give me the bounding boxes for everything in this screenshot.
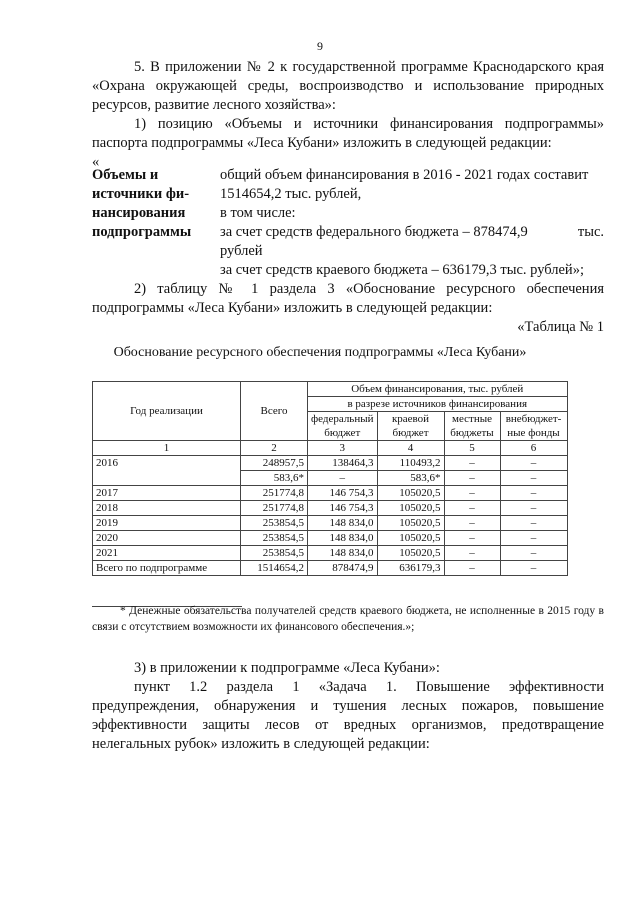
column-number: 5 xyxy=(444,441,500,456)
cell-total: 251774,8 xyxy=(241,486,308,501)
section-5-intro xyxy=(92,58,604,172)
cell-extra: – xyxy=(500,501,567,516)
cell-extra: – xyxy=(500,456,567,471)
item-3-block xyxy=(92,659,604,754)
passport-line: в том числе: xyxy=(220,205,296,221)
item-1: 1) позицию «Объемы и источники финансирования подпрограммы» паспорта подпрограммы «Леса Кубани» изложить в следующей редакции: xyxy=(92,116,604,151)
column-number: 2 xyxy=(241,441,308,456)
table-reference: «Таблица № 1 xyxy=(517,319,604,335)
cell-local: – xyxy=(444,516,500,531)
column-number: 1 xyxy=(93,441,241,456)
passport-line: 1514654,2 тыс. рублей, xyxy=(220,186,362,202)
table-row xyxy=(93,516,568,531)
cell-local: – xyxy=(444,501,500,516)
cell-total: 251774,8 xyxy=(241,501,308,516)
cell-regional: 105020,5 xyxy=(377,516,444,531)
cell-extra: – xyxy=(500,486,567,501)
table-row xyxy=(93,456,568,471)
cell-total: 583,6* xyxy=(241,471,308,486)
cell-year: Всего по подпрограмме xyxy=(93,561,241,576)
cell-regional: 105020,5 xyxy=(377,501,444,516)
table-header-row xyxy=(93,382,568,397)
cell-local: – xyxy=(444,561,500,576)
cell-federal: 148 834,0 xyxy=(308,531,378,546)
cell-year: 2017 xyxy=(93,486,241,501)
header-local: местные бюджеты xyxy=(444,412,500,441)
cell-local: – xyxy=(444,546,500,561)
table-total-row xyxy=(93,561,568,576)
footnote-text: * Денежные обязательства получателей средств краевого бюджета, не исполненные в 2015 году в связи с отсутствием возможности их финансового обеспечения.»; xyxy=(92,605,604,633)
header-total: Всего xyxy=(241,382,308,441)
cell-total: 253854,5 xyxy=(241,531,308,546)
cell-regional: 105020,5 xyxy=(377,531,444,546)
table-row xyxy=(93,501,568,516)
cell-federal: 148 834,0 xyxy=(308,546,378,561)
passport-federal-unit: тыс. xyxy=(577,224,604,240)
item-3: 3) в приложении к подпрограмме «Леса Кубани»: xyxy=(134,660,440,676)
item-3-text: пункт 1.2 раздела 1 «Задача 1. Повышение эффективности предупреждения, обнаружения и тушения лесных пожаров, повышение эффективности защиты лесов от вредных организмов, предотвращение нелегальных рубок» изложить в следующей редакции: xyxy=(92,679,604,752)
cell-total: 248957,5 xyxy=(241,456,308,471)
table-row xyxy=(93,546,568,561)
cell-local: – xyxy=(444,486,500,501)
passport-label-line: Объемы и xyxy=(92,167,159,183)
cell-federal: 148 834,0 xyxy=(308,516,378,531)
passport-value xyxy=(220,166,604,280)
cell-year: 2020 xyxy=(93,531,241,546)
header-extra: внебюджет-ные фонды xyxy=(500,412,567,441)
passport-federal-text: за счет средств федерального бюджета – 878474,9 xyxy=(220,224,528,240)
column-number: 3 xyxy=(308,441,378,456)
column-number-row xyxy=(93,441,568,456)
table-row xyxy=(93,531,568,546)
cell-extra: – xyxy=(500,546,567,561)
header-volume: Объем финансирования, тыс. рублей xyxy=(308,382,568,397)
cell-year: 2018 xyxy=(93,501,241,516)
item-2-block xyxy=(92,280,604,337)
cell-year: 2021 xyxy=(93,546,241,561)
header-year: Год реализации xyxy=(93,382,241,441)
cell-local: – xyxy=(444,471,500,486)
cell-extra: – xyxy=(500,471,567,486)
passport-line xyxy=(220,223,604,242)
cell-federal: 146 754,3 xyxy=(308,501,378,516)
cell-total: 253854,5 xyxy=(241,546,308,561)
passport-line: общий объем финансирования в 2016 - 2021 годах составит xyxy=(220,167,589,183)
cell-federal: 146 754,3 xyxy=(308,486,378,501)
table-row xyxy=(93,486,568,501)
column-number: 4 xyxy=(377,441,444,456)
financing-table xyxy=(92,381,568,576)
column-number: 6 xyxy=(500,441,567,456)
cell-extra: – xyxy=(500,531,567,546)
cell-total: 253854,5 xyxy=(241,516,308,531)
open-quote: « xyxy=(92,154,100,170)
header-federal: федеральный бюджет xyxy=(308,412,378,441)
passport-label-line: подпрограммы xyxy=(92,224,192,240)
header-sources: в разрезе источников финансирования xyxy=(308,397,568,412)
paragraph-5: 5. В приложении № 2 к государственной программе Краснодарского края «Охрана окружающей среды, воспроизводство и использование природных ресурсов, развитие лесного хозяйства»: xyxy=(92,59,604,113)
page-number: 9 xyxy=(317,39,323,53)
passport-label xyxy=(92,166,212,242)
table-title: Обоснование ресурсного обеспечения подпрограммы «Леса Кубани» xyxy=(113,345,527,360)
cell-federal: – xyxy=(308,471,378,486)
cell-total: 1514654,2 xyxy=(241,561,308,576)
passport-label-line: источники фи- xyxy=(92,186,190,202)
passport-label-line: нансирования xyxy=(92,205,186,221)
cell-regional: 636179,3 xyxy=(377,561,444,576)
cell-local: – xyxy=(444,531,500,546)
cell-regional: 110493,2 xyxy=(377,456,444,471)
item-2: 2) таблицу № 1 раздела 3 «Обоснование ресурсного обеспечения подпрограммы «Леса Кубани» изложить в следующей редакции: xyxy=(92,281,604,316)
cell-regional: 105020,5 xyxy=(377,486,444,501)
cell-regional: 583,6* xyxy=(377,471,444,486)
passport-line: рублей xyxy=(220,243,263,259)
cell-year: 2019 xyxy=(93,516,241,531)
cell-federal: 878474,9 xyxy=(308,561,378,576)
cell-regional: 105020,5 xyxy=(377,546,444,561)
header-regional: краевой бюджет xyxy=(377,412,444,441)
cell-federal: 138464,3 xyxy=(308,456,378,471)
cell-extra: – xyxy=(500,516,567,531)
footnote-block xyxy=(92,603,604,635)
cell-local: – xyxy=(444,456,500,471)
cell-year: 2016 xyxy=(93,456,241,486)
passport-line: за счет средств краевого бюджета – 636179,3 тыс. рублей»; xyxy=(220,262,584,278)
cell-extra: – xyxy=(500,561,567,576)
